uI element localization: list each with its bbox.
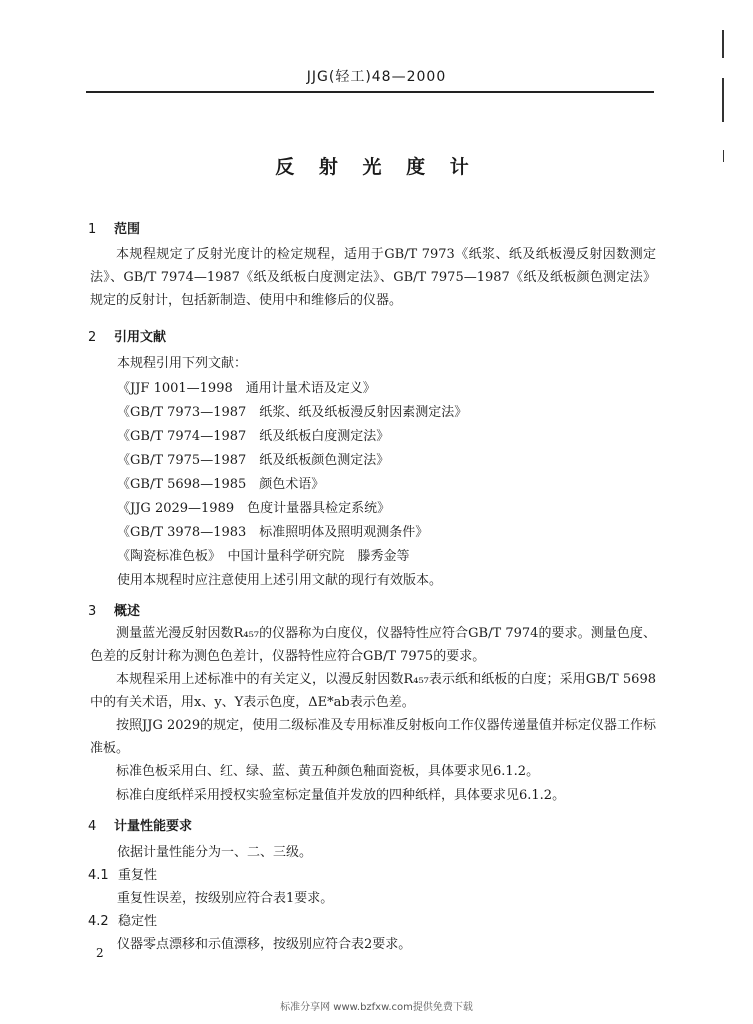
scan-edge-mark (722, 30, 724, 58)
section-4-paragraph: 依据计量性能分为一、二、三级。 (117, 845, 313, 860)
references-intro: 本规程引用下列文献： (117, 356, 248, 371)
footer-watermark: 标准分享网 www.bzfxw.com提供免费下载 (280, 1002, 473, 1013)
reference-item: 《JJG 2029—1989 色度计量器具检定系统》 (117, 501, 391, 516)
subsection-4-1-text: 重复性误差，按级别应符合表1要求。 (117, 891, 334, 906)
subsection-title: 重复性 (118, 868, 158, 883)
section-3-paragraph-2: 本规程采用上述标准中的有关定义，以漫反射因数R₄₅₇表示纸和纸板的白度；采用GB/T 5698中的有关术语，用x、y、Y表示色度，ΔE*ab表示色差。 (90, 672, 656, 710)
subsection-4-2-text: 仪器零点漂移和示值漂移，按级别应符合表2要求。 (117, 937, 412, 952)
section-1-heading (88, 218, 140, 237)
reference-item: 《GB/T 5698—1985 颜色术语》 (117, 477, 325, 492)
section-3-paragraph-3: 按照JJG 2029的规定，使用二级标准及专用标准反射板向工作仪器传递量值并标定仪器工作标准板。 (90, 718, 656, 756)
reference-item: 《GB/T 7974—1987 纸及纸板白度测定法》 (117, 429, 390, 444)
reference-item: 《JJF 1001—1998 通用计量术语及定义》 (117, 381, 376, 396)
scan-edge-mark (723, 150, 724, 162)
subsection-4-1-heading (88, 864, 157, 883)
section-number: 1 (88, 222, 97, 237)
scan-edge-mark (722, 78, 724, 122)
subsection-number: 4.1 (88, 868, 109, 883)
references-note: 使用本规程时应注意使用上述引用文献的现行有效版本。 (117, 573, 443, 588)
reference-item: 《GB/T 3978—1983 标准照明体及照明观测条件》 (117, 525, 429, 540)
header-rule (86, 91, 654, 93)
section-3-heading (88, 600, 140, 619)
subsection-4-2-heading (88, 910, 157, 929)
section-3-paragraph-4: 标准色板采用白、红、绿、蓝、黄五种颜色釉面瓷板，具体要求见6.1.2。 (116, 764, 540, 779)
page-number: 2 (96, 946, 104, 960)
reference-item: 《陶瓷标准色板》 中国计量科学研究院 滕秀金等 (117, 549, 410, 564)
reference-item: 《GB/T 7975—1987 纸及纸板颜色测定法》 (117, 453, 390, 468)
section-title: 计量性能要求 (114, 819, 193, 834)
section-number: 4 (88, 819, 97, 834)
section-4-heading (88, 815, 192, 834)
section-title: 概述 (114, 604, 141, 619)
section-number: 3 (88, 604, 97, 619)
subsection-number: 4.2 (88, 914, 109, 929)
subsection-title: 稳定性 (118, 914, 158, 929)
reference-item: 《GB/T 7973—1987 纸浆、纸及纸板漫反射因素测定法》 (117, 405, 468, 420)
document-code: JJG(轻工)48—2000 (306, 69, 447, 85)
section-1-paragraph: 本规程规定了反射光度计的检定规程，适用于GB/T 7973《纸浆、纸及纸板漫反射因数测定法》、GB/T 7974—1987《纸及纸板白度测定法》、GB/T 7975—1987《纸及纸板颜色测定法》规定的反射计，包括新制造、使用中和维修后的仪器。 (90, 247, 656, 308)
section-2-heading (88, 326, 166, 345)
section-title: 范围 (114, 222, 141, 237)
section-3-paragraph-1: 测量蓝光漫反射因数R₄₅₇的仪器称为白度仪，仪器特性应符合GB/T 7974的要求。测量色度、色差的反射计称为测色色差计，仪器特性应符合GB/T 7975的要求。 (90, 626, 656, 664)
section-3-paragraph-5: 标准白度纸样采用授权实验室标定量值并发放的四种纸样，具体要求见6.1.2。 (116, 788, 566, 803)
document-title: 反 射 光 度 计 (275, 156, 478, 178)
section-title: 引用文献 (114, 330, 167, 345)
section-number: 2 (88, 330, 97, 345)
